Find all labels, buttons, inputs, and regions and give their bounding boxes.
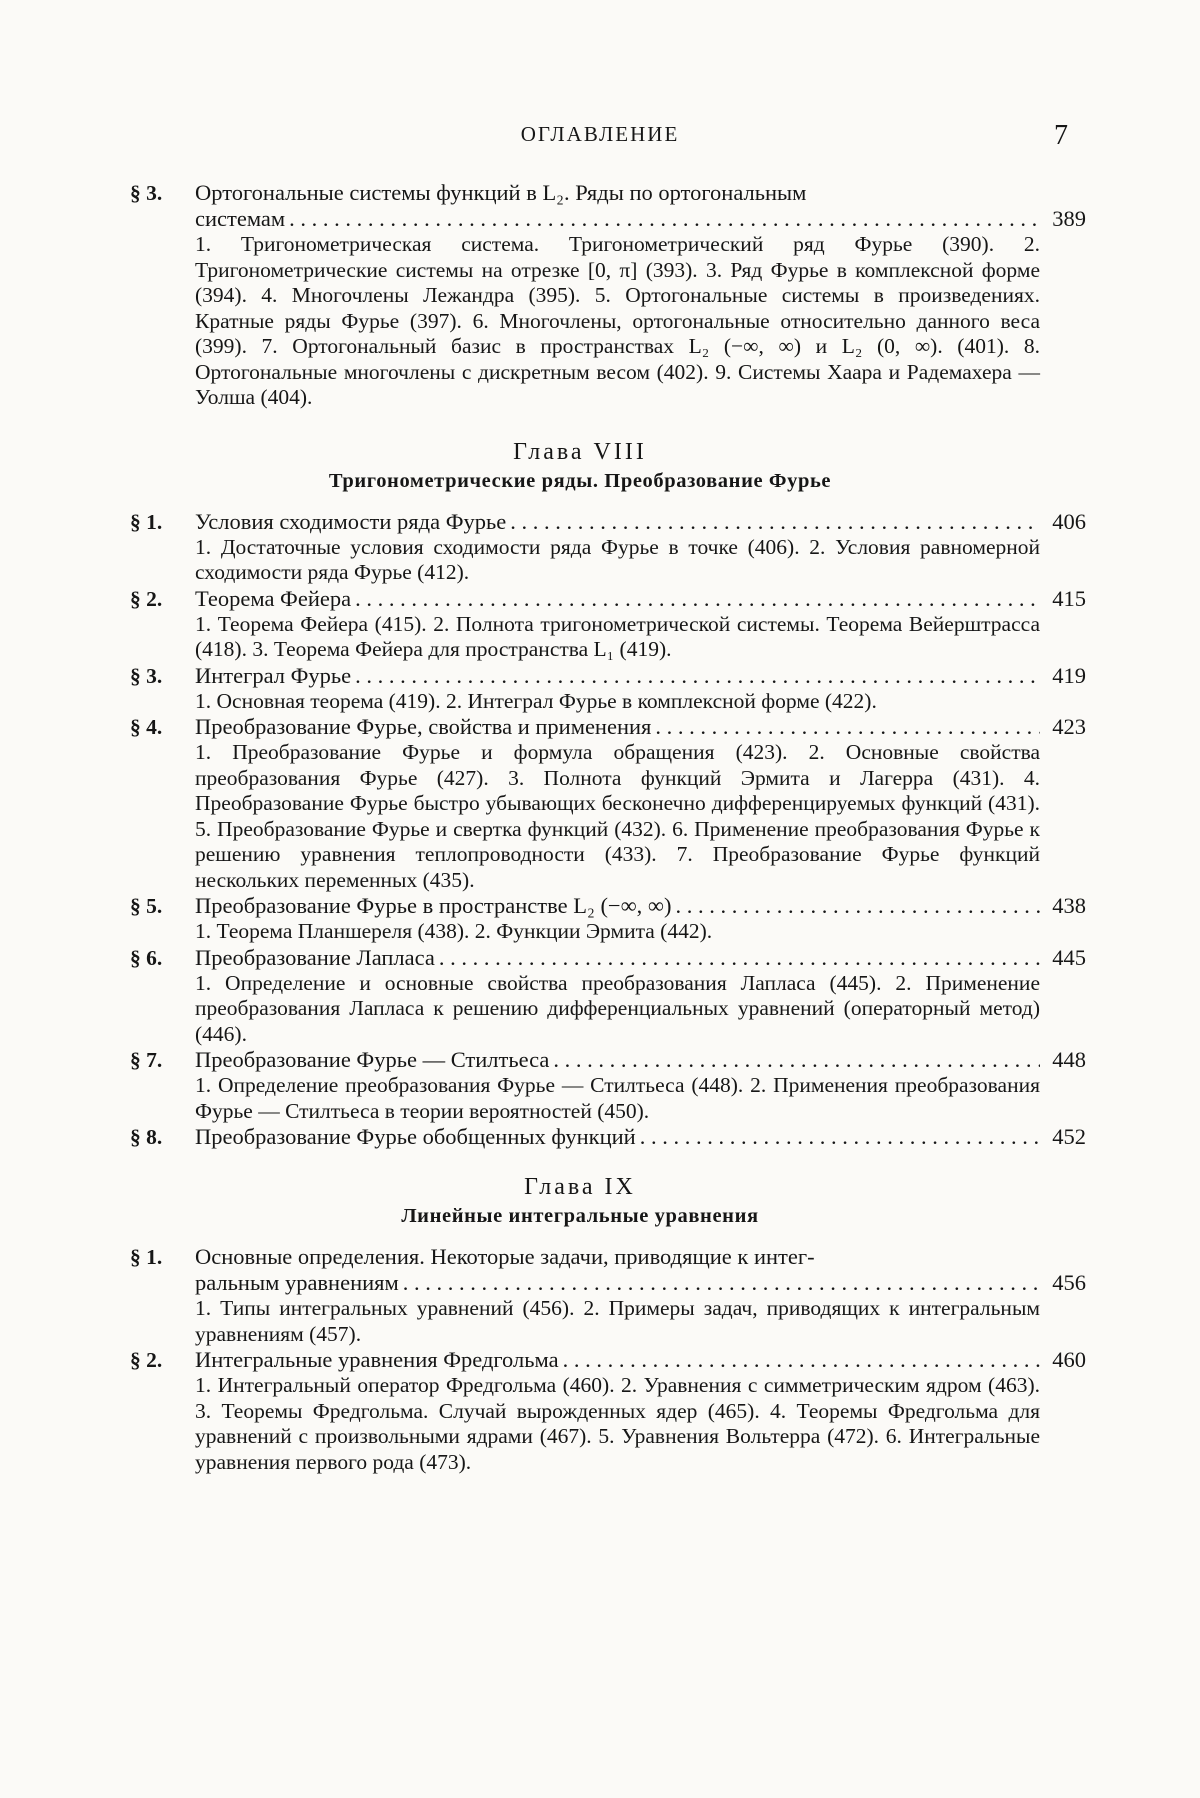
entry-title-line xyxy=(195,893,1086,919)
section-number: § 3. xyxy=(130,663,163,688)
leader-dots xyxy=(403,1270,1040,1296)
entry-title-line xyxy=(195,714,1086,740)
entry-title-line xyxy=(195,1270,1086,1296)
entry-description: 1. Достаточные условия сходимости ряда Фурье в точке (406). 2. Условия равномерной сходимости ряда Фурье (412). xyxy=(195,534,1040,584)
entry-description: 1. Определение преобразования Фурье — Стилтьеса (448). 2. Применения преобразования Фурье — Стилтьеса в теории вероятностей (450). xyxy=(195,1073,1040,1123)
page-ref: 452 xyxy=(1052,1124,1086,1149)
leader-dots xyxy=(675,893,1040,919)
entry-title: Теорема Фейера xyxy=(195,585,352,611)
entry-title: Преобразование Фурье — Стилтьеса xyxy=(195,1047,550,1072)
entry-title-text: системам xyxy=(195,206,286,231)
leader-dots xyxy=(563,1347,1040,1373)
entry-title: Интеграл Фурье xyxy=(195,662,352,688)
section-number: § 3. xyxy=(130,181,163,205)
section-number: § 8. xyxy=(130,1125,163,1149)
section-number: § 6. xyxy=(130,945,163,970)
entry-description: 1. Основная теорема (419). 2. Интеграл Фурье в комплексной форме (422). xyxy=(195,688,877,713)
chapter-title: Линейные интегральные уравнения xyxy=(401,1205,759,1227)
page-ref: 448 xyxy=(1052,1047,1086,1072)
page-ref: 389 xyxy=(1052,206,1086,231)
toc-entry xyxy=(130,662,1086,715)
leader-dots xyxy=(289,206,1040,232)
section-number: § 2. xyxy=(130,586,163,611)
leader-dots xyxy=(640,1124,1040,1150)
toc-entry xyxy=(130,1124,1086,1150)
entry-title-line xyxy=(195,508,1086,535)
toc-content xyxy=(130,180,1086,1475)
entry-description: 1. Типы интегральных уравнений (456). 2. Примеры задач, приводящих к интегральным уравнениям (457). xyxy=(195,1296,1040,1346)
toc-entry xyxy=(130,1347,1086,1475)
page-ref: 460 xyxy=(1052,1347,1086,1372)
toc-entry xyxy=(130,508,1086,586)
leader-dots xyxy=(439,945,1040,971)
entry-title-line xyxy=(195,944,1086,971)
leader-dots xyxy=(510,509,1040,535)
page-ref: 423 xyxy=(1052,714,1086,739)
entry-title-line xyxy=(195,1347,1086,1373)
toc-entry xyxy=(130,1047,1086,1124)
entry-title: Условия сходимости ряда Фурье xyxy=(195,508,507,534)
entry-title-line xyxy=(195,206,1086,232)
entry-title-text: ральным уравнениям xyxy=(195,1270,399,1295)
entry-title: Интегральные уравнения Фредгольма xyxy=(195,1347,559,1372)
entry-title: Преобразование Фурье, свойства и применения xyxy=(195,714,652,739)
leader-dots xyxy=(655,714,1040,740)
section-number: § 4. xyxy=(130,715,163,739)
section-number: § 1. xyxy=(130,1245,163,1269)
entry-description: 1. Теорема Фейера (415). 2. Полнота тригонометрической системы. Теорема Вейерштрасса (418). 3. Теорема Фейера для пространства L₁ (419). xyxy=(195,611,1040,661)
entry-title-line xyxy=(195,585,1086,612)
page-number: 7 xyxy=(1054,120,1068,151)
page-ref: 406 xyxy=(1052,508,1086,534)
entry-title: Преобразование Лапласа xyxy=(195,944,435,970)
leader-dots xyxy=(553,1047,1040,1073)
toc-entry xyxy=(130,893,1086,945)
running-header xyxy=(0,118,1200,158)
entry-title xyxy=(195,1244,1086,1296)
section-number: § 1. xyxy=(130,509,163,534)
entry-title-line xyxy=(195,662,1086,689)
chapter-entries xyxy=(130,508,1086,1151)
page-ref: 456 xyxy=(1052,1270,1086,1295)
page-ref: 415 xyxy=(1052,585,1086,611)
toc-entry xyxy=(130,714,1086,893)
leader-dots xyxy=(355,663,1040,689)
toc-entry xyxy=(130,585,1086,663)
entry-title: Преобразование Фурье в пространстве L₂ (−∞, ∞) xyxy=(195,893,672,918)
entry-description: 1. Теорема Планшереля (438). 2. Функции Эрмита (442). xyxy=(195,919,713,943)
section-number: § 7. xyxy=(130,1048,163,1072)
entry-title-line: Ортогональные системы функций в L₂. Ряды по ортогональным xyxy=(195,180,807,205)
entry-title-line xyxy=(195,1047,1086,1073)
entry-description: 1. Интегральный оператор Фредгольма (460). 2. Уравнения с симметрическим ядром (463). 3. Теоремы Фредгольма. Случай вырожденных ядер (465). 4. Теоремы Фредгольма для уравнений с произвольными ядрами (467). 5. Уравнения Вольтерра (472). 6. Интегральные уравнения первого рода (473). xyxy=(195,1373,1040,1474)
toc-entry xyxy=(130,944,1086,1048)
entry-description: 1. Преобразование Фурье и формула обращения (423). 2. Основные свойства преобразования Фурье (427). 3. Полнота функций Эрмита и Лагерра (431). 4. Преобразование Фурье быстро убывающих бесконечно дифференцируемых функций (431). 5. Преобразование Фурье и свертка функций (432). 6. Применение преобразования Фурье к решению уравнения теплопроводности (433). 7. Преобразование Фурье функций нескольких переменных (435). xyxy=(195,740,1040,892)
entry-description: 1. Тригонометрическая система. Тригонометрический ряд Фурье (390). 2. Тригонометрические системы на отрезке [0, π] (393). 3. Ряд Фурье в комплексной форме (394). 4. Многочлены Лежандра (395). 5. Ортогональные системы в произведениях. Кратные ряды Фурье (397). 6. Многочлены, ортогональные относительно данного веса (399). 7. Ортогональный базис в пространствах L₂ (−∞, ∞) и L₂ (0, ∞). (401). 8. Ортогональные многочлены с дискретным весом (402). 9. Системы Хаара и Радемахера — Уолша (404). xyxy=(195,232,1040,409)
header-title: ОГЛАВЛЕНИЕ xyxy=(520,122,680,146)
entry-description: 1. Определение и основные свойства преобразования Лапласа (445). 2. Применение преобразования Лапласа к решению дифференциальных уравнений (операторный метод) (446). xyxy=(195,970,1040,1046)
toc-entry xyxy=(130,180,1086,411)
entry-title-line: Основные определения. Некоторые задачи, приводящие к интег- xyxy=(195,1244,815,1269)
entry-title-line xyxy=(195,1124,1086,1150)
chapter-label: Глава IX xyxy=(524,1174,636,1200)
entry-title xyxy=(195,180,1086,232)
page-ref: 438 xyxy=(1052,893,1086,918)
chapter-title: Тригонометрические ряды. Преобразование Фурье xyxy=(328,469,832,492)
toc-entry xyxy=(130,1244,1086,1347)
entry-title: Преобразование Фурье обобщенных функций xyxy=(195,1124,636,1149)
section-number: § 5. xyxy=(130,894,163,918)
section-number: § 2. xyxy=(130,1348,163,1372)
page-ref: 419 xyxy=(1052,662,1086,688)
leader-dots xyxy=(355,586,1040,612)
page-ref: 445 xyxy=(1052,944,1086,970)
chapter-label: Глава VIII xyxy=(513,438,647,465)
